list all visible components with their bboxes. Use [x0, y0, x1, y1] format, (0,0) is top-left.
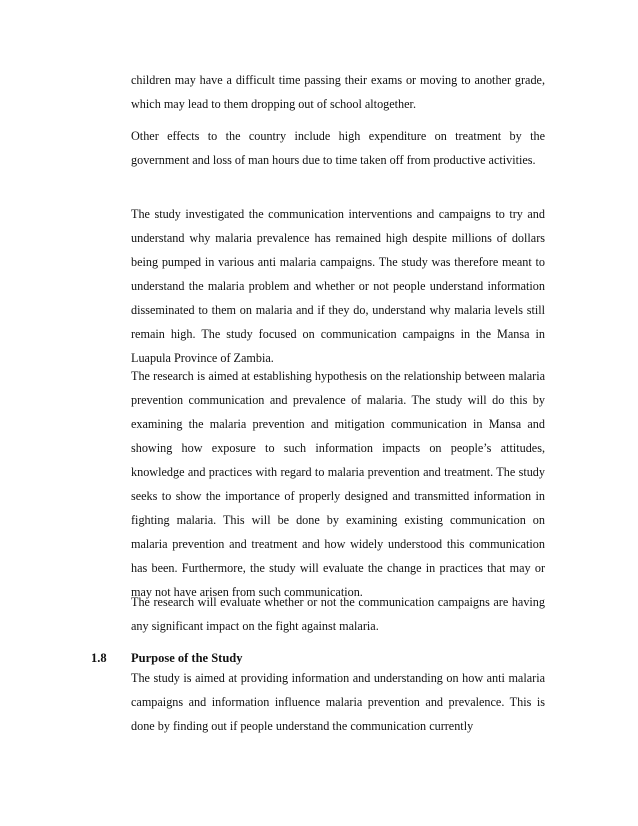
- paragraph: The research will evaluate whether or not the communication campaigns are having any significant impact on the fight against malaria.: [131, 595, 545, 633]
- paragraph: Other effects to the country include high expenditure on treatment by the government and loss of man hours due to time taken off from productive activities.: [131, 129, 545, 167]
- paragraph: The research is aimed at establishing hypothesis on the relationship between malaria prevention communication and prevalence of malaria. The study will do this by examining the malaria prevention and mitigation communication in Mansa and showing how exposure to such information impacts on people’s attitudes, knowledge and practices with regard to malaria prevention and treatment. The study seeks to show the importance of properly designed and transmitted information in fighting malaria. This will be done by examining existing communication on malaria prevention and treatment and how widely understood this communication has been. Furthermore, the study will evaluate the change in practices that may or may not have arisen from such communication.: [131, 369, 545, 599]
- paragraph: The study investigated the communication interventions and campaigns to try and understand why malaria prevalence has remained high despite millions of dollars being pumped in various anti malaria campaigns. The study was therefore meant to understand the malaria problem and whether or not people understand information disseminated to them on malaria and if they do, understand why malaria levels still remain high. The study focused on communication campaigns in the Mansa in Luapula Province of Zambia.: [131, 207, 545, 365]
- paragraph-purpose: [131, 666, 545, 738]
- paragraph-research-evaluate: [131, 590, 545, 638]
- paragraph-research-aim: [131, 364, 545, 604]
- paragraph: The study is aimed at providing information and understanding on how anti malaria campaigns and information influence malaria prevention and prevalence. This is done by finding out if people understand the communication currently: [131, 671, 545, 733]
- paragraph-study-investigated: [131, 202, 545, 370]
- section-heading: [91, 648, 242, 668]
- section-number: 1.8: [91, 651, 107, 665]
- section-title: Purpose of the Study: [131, 651, 243, 665]
- paragraph: children may have a difficult time passing their exams or moving to another grade, which may lead to them dropping out of school altogether.: [131, 73, 545, 111]
- paragraph-continuation: [131, 68, 545, 116]
- paragraph-effects: [131, 124, 545, 172]
